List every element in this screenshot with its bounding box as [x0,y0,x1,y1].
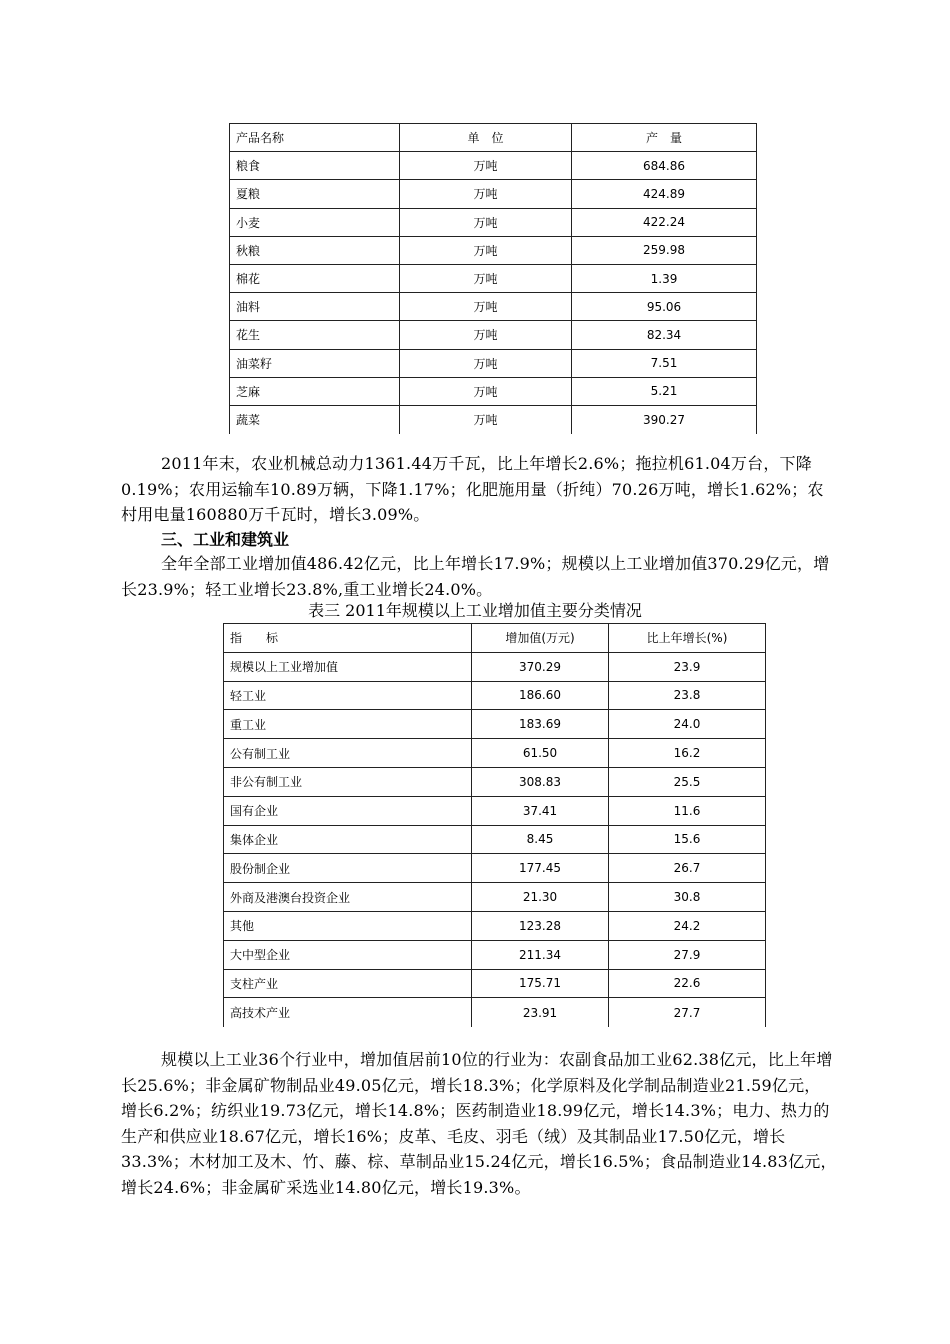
table-cell: 万吨 [400,349,572,377]
table-cell: 23.8 [609,681,766,710]
column-header: 产 量 [572,124,757,152]
table-cell: 花生 [230,321,400,349]
table-cell: 油菜籽 [230,349,400,377]
table-cell: 123.28 [472,911,609,940]
table-row [224,969,766,998]
table-cell: 1.39 [572,264,757,292]
table-cell: 30.8 [609,883,766,912]
table-row [230,264,757,292]
table-row [224,767,766,796]
table-cell: 万吨 [400,321,572,349]
table-row [224,883,766,912]
table-cell: 万吨 [400,180,572,208]
table-cell: 16.2 [609,739,766,768]
table-cell: 684.86 [572,152,757,180]
table-cell: 177.45 [472,854,609,883]
table-row [224,998,766,1027]
table-cell: 308.83 [472,767,609,796]
table-cell: 其他 [224,911,472,940]
table-cell: 15.6 [609,825,766,854]
table-cell: 8.45 [472,825,609,854]
table-row [224,739,766,768]
table-cell: 21.30 [472,883,609,912]
table-cell: 蔬菜 [230,405,400,433]
table-cell: 万吨 [400,264,572,292]
table-cell: 小麦 [230,208,400,236]
table-cell: 秋粮 [230,236,400,264]
table-cell: 23.91 [472,998,609,1027]
table-cell: 183.69 [472,710,609,739]
table-row [224,911,766,940]
table-row [224,940,766,969]
table-cell: 国有企业 [224,796,472,825]
table-cell: 61.50 [472,739,609,768]
table-header-row [224,624,766,653]
table-cell: 23.9 [609,652,766,681]
table-row [224,681,766,710]
table-cell: 424.89 [572,180,757,208]
table-row [224,825,766,854]
table-cell: 轻工业 [224,681,472,710]
table-cell: 211.34 [472,940,609,969]
table-cell: 大中型企业 [224,940,472,969]
table-cell: 粮食 [230,152,400,180]
table-cell: 422.24 [572,208,757,236]
top-industries-paragraph: 规模以上工业36个行业中，增加值居前10位的行业为：农副食品加工业62.38亿元，比上年增长25.6%；非金属矿物制品业49.05亿元，增长18.3%；化学原料及化学制品制造业21.59亿元，增长6.2%；纺织业19.73亿元，增长14.8%；医药制造业18.99亿元，增长14.3%；电力、热力的生产和供应业18.67亿元，增长16%；皮革、毛皮、羽毛（绒）及其制品业17.50亿元，增长33.3%；木材加工及木、竹、藤、棕、草制品业15.24亿元，增长16.5%；食品制造业14.83亿元， 增长24.6%；非金属矿采选业14.80亿元，增长19.3%。 [121,1050,862,1197]
table-cell: 万吨 [400,236,572,264]
table-row [224,796,766,825]
table-row [230,405,757,433]
table-cell: 22.6 [609,969,766,998]
table-cell: 集体企业 [224,825,472,854]
table-cell: 规模以上工业增加值 [224,652,472,681]
table-cell: 万吨 [400,208,572,236]
table-cell: 非公有制工业 [224,767,472,796]
table-cell: 27.9 [609,940,766,969]
table-cell: 186.60 [472,681,609,710]
table-row [230,349,757,377]
table-cell: 夏粮 [230,180,400,208]
industry-paragraph: 全年全部工业增加值486.42亿元，比上年增长17.9%；规模以上工业增加值370.29亿元，增长23.9%；轻工业增长23.8%,重工业增长24.0%。 [121,554,830,599]
table-cell: 390.27 [572,405,757,433]
table-cell: 芝麻 [230,377,400,405]
table-cell: 370.29 [472,652,609,681]
table-cell: 外商及港澳台投资企业 [224,883,472,912]
table-cell: 油料 [230,293,400,321]
table-row [230,293,757,321]
table-row [230,152,757,180]
column-header: 比上年增长(%) [609,624,766,653]
table-cell: 24.2 [609,911,766,940]
table3-caption: 表三 2011年规模以上工业增加值主要分类情况 [308,601,642,620]
table-row [230,377,757,405]
table-cell: 万吨 [400,293,572,321]
table-cell: 37.41 [472,796,609,825]
table-row [230,180,757,208]
table-row [224,854,766,883]
table-row [224,710,766,739]
table-cell: 万吨 [400,377,572,405]
table-cell: 82.34 [572,321,757,349]
table-row [230,236,757,264]
table-cell: 24.0 [609,710,766,739]
column-header: 单 位 [400,124,572,152]
column-header: 产品名称 [230,124,400,152]
table-cell: 26.7 [609,854,766,883]
section-heading: 三、工业和建筑业 [161,530,290,549]
table-row [224,652,766,681]
table-cell: 7.51 [572,349,757,377]
table-cell: 5.21 [572,377,757,405]
table-cell: 股份制企业 [224,854,472,883]
table-cell: 25.5 [609,767,766,796]
table-cell: 万吨 [400,152,572,180]
table-row [230,208,757,236]
table-cell: 259.98 [572,236,757,264]
table-cell: 95.06 [572,293,757,321]
table-row [230,321,757,349]
table-cell: 棉花 [230,264,400,292]
table-cell: 支柱产业 [224,969,472,998]
agricultural-output-table [229,123,757,434]
column-header: 指 标 [224,624,472,653]
industry-value-added-table [223,623,766,1027]
table-header-row [230,124,757,152]
table-cell: 高技术产业 [224,998,472,1027]
table-cell: 万吨 [400,405,572,433]
table-cell: 公有制工业 [224,739,472,768]
table-cell: 重工业 [224,710,472,739]
table-cell: 175.71 [472,969,609,998]
agri-machinery-paragraph: 2011年末，农业机械总动力1361.44万千瓦，比上年增长2.6%；拖拉机61.04万台，下降0.19%；农用运输车10.89万辆，下降1.17%；化肥施用量（折纯）70.26万吨，增长1.62%；农村用电量160880万千瓦时，增长3.09%。 [121,454,824,524]
table-cell: 11.6 [609,796,766,825]
table-cell: 27.7 [609,998,766,1027]
column-header: 增加值(万元) [472,624,609,653]
